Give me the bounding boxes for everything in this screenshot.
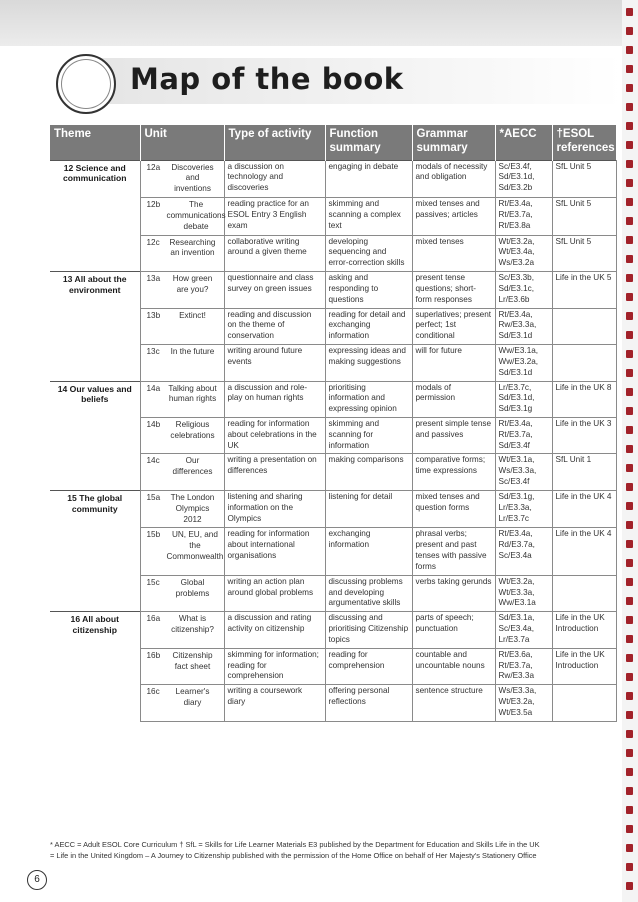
spine-mark [626,350,633,358]
title-circle-icon [56,54,116,114]
unit-title: The London Olympics 2012 [170,492,215,524]
table-row [50,612,616,648]
spine-mark [626,787,633,795]
unit-code: 14b [146,419,161,429]
theme-cell: 16 All about citizenship [50,612,140,648]
table-header-row [50,125,616,160]
function-cell: exchanging information [325,528,412,575]
theme-cell-empty [50,235,140,271]
table-row [50,528,616,575]
top-band [0,0,622,46]
activity-cell: reading for information about celebrations in the UK [224,417,325,453]
table-row [50,454,616,490]
activity-cell: collaborative writing around a given theme [224,235,325,271]
function-cell: engaging in debate [325,160,412,197]
function-cell: reading for detail and exchanging information [325,308,412,344]
unit-title: What is citizenship? [171,614,214,635]
spine-mark [626,179,633,187]
aecc-cell: Sc/E3.4f, Sd/E3.1d, Sd/E3.2b [495,160,552,197]
theme-cell: 14 Our values and beliefs [50,381,140,417]
footnote-line-1: * AECC = Adult ESOL Core Curriculum † SfL = Skills for Life Learner Materials E3 published by the Department for Education and Skills Life in the UK [50,840,540,849]
spine-mark [626,274,633,282]
unit-code: 16a [146,614,161,624]
spine-mark [626,407,633,415]
esol-cell [552,685,616,721]
spine-mark [626,654,633,662]
spine-mark [626,84,633,92]
activity-cell: skimming for information; reading for comprehension [224,648,325,684]
unit-title: Religious celebrations [170,419,215,440]
esol-cell: SfL Unit 5 [552,198,616,235]
aecc-cell: Sc/E3.3b, Sd/E3.1c, Lr/E3.6b [495,272,552,308]
activity-cell: reading practice for an ESOL Entry 3 English exam [224,198,325,235]
unit-title: The communications debate [166,200,226,231]
unit-cell [140,345,224,381]
unit-title: Global problems [175,577,210,598]
esol-cell: Life in the UK Introduction [552,612,616,648]
esol-cell: Life in the UK 5 [552,272,616,308]
spine-mark [626,236,633,244]
function-cell: making comparisons [325,454,412,490]
activity-cell: a discussion and role-play on human rights [224,381,325,417]
unit-title: In the future [170,347,215,357]
unit-cell [140,648,224,684]
page-number: 6 [27,870,47,890]
esol-cell: Life in the UK 3 [552,417,616,453]
unit-title: Discoveries and inventions [171,162,214,194]
aecc-cell: Rt/E3.4a, Rt/E3.7a, Sd/E3.4f [495,417,552,453]
table-row [50,308,616,344]
esol-cell: Life in the UK 4 [552,528,616,575]
spine-mark [626,711,633,719]
esol-cell: Life in the UK 8 [552,381,616,417]
spine-mark [626,692,633,700]
grammar-cell: present tense questions; short-form responses [412,272,495,308]
esol-cell [552,575,616,611]
grammar-cell: verbs taking gerunds [412,575,495,611]
spine-mark [626,445,633,453]
unit-cell [140,612,224,648]
esol-cell: SfL Unit 5 [552,160,616,197]
unit-cell [140,381,224,417]
activity-cell: writing a presentation on differences [224,454,325,490]
unit-title: Researching an invention [169,237,216,258]
unit-cell [140,575,224,611]
activity-cell: reading for information about international organisations [224,528,325,575]
esol-cell: Life in the UK Introduction [552,648,616,684]
unit-title: Our differences [172,456,213,477]
spine-mark [626,521,633,529]
page-title: Map of the book [130,62,404,96]
unit-code: 16b [146,650,161,660]
footnote-line-2: = Life in the United Kingdom – A Journey to Citizenship published with the permission of the Home Office on behalf of Her Majesty's Stationery Office [50,851,537,861]
aecc-cell: Wt/E3.2a, Wt/E3.3a, Ww/E3.1a [495,575,552,611]
column-header: †ESOL references [552,125,616,160]
aecc-cell: Sd/E3.1a, Sc/E3.4a, Lr/E3.7a [495,612,552,648]
activity-cell: a discussion and rating activity on citizenship [224,612,325,648]
spine-mark [626,863,633,871]
unit-title: Extinct! [179,310,206,320]
spine-mark [626,540,633,548]
esol-cell [552,308,616,344]
grammar-cell: modals of necessity and obligation [412,160,495,197]
theme-cell: 12 Science and communication [50,160,140,197]
spine-mark [626,331,633,339]
unit-code: 16c [146,687,160,697]
spine-mark [626,825,633,833]
grammar-cell: will for future [412,345,495,381]
grammar-cell: countable and uncountable nouns [412,648,495,684]
table-row [50,490,616,527]
spine-mark [626,597,633,605]
activity-cell: reading and discussion on the theme of conservation [224,308,325,344]
spine-mark [626,198,633,206]
spine-mark [626,122,633,130]
activity-cell: writing an action plan around global problems [224,575,325,611]
column-header: Unit [140,125,224,160]
esol-cell: Life in the UK 4 [552,490,616,527]
spine-mark [626,502,633,510]
theme-cell-empty [50,575,140,611]
spine-mark [626,65,633,73]
unit-code: 14c [146,456,160,466]
spine-mark [626,730,633,738]
function-cell: discussing and prioritising Citizenship topics [325,612,412,648]
activity-cell: questionnaire and class survey on green issues [224,272,325,308]
unit-cell [140,490,224,527]
grammar-cell: mixed tenses and question forms [412,490,495,527]
function-cell: discussing problems and developing argumentative skills [325,575,412,611]
grammar-cell: sentence structure [412,685,495,721]
aecc-cell: Rt/E3.4a, Rd/E3.7a, Sc/E3.4a [495,528,552,575]
unit-title: Citizenship fact sheet [172,650,213,671]
spine-mark [626,844,633,852]
unit-cell [140,272,224,308]
unit-code: 15b [146,530,161,540]
theme-cell-empty [50,308,140,344]
table-row [50,381,616,417]
grammar-cell: mixed tenses [412,235,495,271]
aecc-cell: Rt/E3.4a, Rt/E3.7a, Rt/E3.8a [495,198,552,235]
unit-code: 13a [146,274,161,284]
table-row [50,417,616,453]
unit-cell [140,308,224,344]
table-row [50,160,616,197]
table-row [50,198,616,235]
column-header: Type of activity [224,125,325,160]
aecc-cell: Lr/E3.7c, Sd/E3.1d, Sd/E3.1g [495,381,552,417]
unit-code: 12a [146,162,161,172]
grammar-cell: comparative forms; time expressions [412,454,495,490]
grammar-cell: mixed tenses and passives; articles [412,198,495,235]
unit-title: How green are you? [172,274,213,294]
function-cell: reading for comprehension [325,648,412,684]
spine-mark [626,768,633,776]
binding-spine [622,0,638,902]
function-cell: offering personal reflections [325,685,412,721]
spine-mark [626,388,633,396]
aecc-cell: Ww/E3.1a, Ww/E3.2a, Sd/E3.1d [495,345,552,381]
unit-cell [140,160,224,197]
theme-cell-empty [50,198,140,235]
spine-mark [626,578,633,586]
unit-cell [140,235,224,271]
function-cell: asking and responding to questions [325,272,412,308]
spine-mark [626,46,633,54]
unit-title: UN, EU, and the Commonwealth [166,530,224,562]
unit-cell [140,685,224,721]
spine-mark [626,27,633,35]
activity-cell: listening and sharing information on the Olympics [224,490,325,527]
function-cell: prioritising information and expressing opinion [325,381,412,417]
column-header: Grammar summary [412,125,495,160]
spine-mark [626,464,633,472]
spine-mark [626,312,633,320]
spine-mark [626,8,633,16]
spine-mark [626,635,633,643]
theme-cell-empty [50,345,140,381]
spine-mark [626,141,633,149]
table-row [50,235,616,271]
function-cell: expressing ideas and making suggestions [325,345,412,381]
esol-cell: SfL Unit 1 [552,454,616,490]
spine-mark [626,483,633,491]
column-header: Function summary [325,125,412,160]
map-table [50,125,617,722]
unit-cell [140,528,224,575]
function-cell: skimming and scanning for information [325,417,412,453]
esol-cell: SfL Unit 5 [552,235,616,271]
function-cell: skimming and scanning a complex text [325,198,412,235]
theme-cell-empty [50,417,140,453]
table-row [50,685,616,721]
theme-cell: 15 The global community [50,490,140,527]
aecc-cell: Sd/E3.1g, Lr/E3.3a, Lr/E3.7c [495,490,552,527]
spine-mark [626,882,633,890]
spine-mark [626,749,633,757]
aecc-cell: Ws/E3.3a, Wt/E3.2a, Wt/E3.5a [495,685,552,721]
grammar-cell: phrasal verbs; present and past tenses with passive forms [412,528,495,575]
spine-mark [626,369,633,377]
table-row [50,648,616,684]
unit-code: 15a [146,492,161,502]
aecc-cell: Rt/E3.4a, Rw/E3.3a, Sd/E3.1d [495,308,552,344]
grammar-cell: modals of permission [412,381,495,417]
unit-cell [140,454,224,490]
spine-mark [626,806,633,814]
theme-cell-empty [50,528,140,575]
spine-mark [626,103,633,111]
spine-mark [626,217,633,225]
spine-mark [626,559,633,567]
unit-code: 12b [146,200,161,210]
unit-code: 15c [146,577,160,587]
unit-cell [140,198,224,235]
function-cell: developing sequencing and error-correction skills [325,235,412,271]
activity-cell: a discussion on technology and discoveries [224,160,325,197]
unit-code: 12c [146,237,160,247]
spine-mark [626,673,633,681]
unit-code: 13b [146,310,161,320]
activity-cell: writing a coursework diary [224,685,325,721]
column-header: Theme [50,125,140,160]
aecc-cell: Wt/E3.1a, Ws/E3.3a, Sc/E3.4f [495,454,552,490]
theme-cell-empty [50,685,140,721]
spine-mark [626,160,633,168]
footnote [50,839,618,861]
theme-cell: 13 All about the environment [50,272,140,308]
spine-mark [626,255,633,263]
theme-cell-empty [50,648,140,684]
unit-title: Learner's diary [175,687,210,708]
theme-cell-empty [50,454,140,490]
esol-cell [552,345,616,381]
spine-mark [626,616,633,624]
unit-code: 13c [146,347,160,357]
unit-code: 14a [146,383,161,393]
table-row [50,272,616,308]
unit-cell [140,417,224,453]
aecc-cell: Rt/E3.6a, Rt/E3.7a, Rw/E3.3a [495,648,552,684]
grammar-cell: superlatives; present perfect; 1st conditional [412,308,495,344]
grammar-cell: present simple tense and passives [412,417,495,453]
spine-mark [626,426,633,434]
unit-title: Talking about human rights [168,383,217,404]
function-cell: listening for detail [325,490,412,527]
aecc-cell: Wt/E3.2a, Wt/E3.4a, Ws/E3.2a [495,235,552,271]
grammar-cell: parts of speech; punctuation [412,612,495,648]
table-row [50,575,616,611]
spine-mark [626,293,633,301]
column-header: *AECC [495,125,552,160]
table-row [50,345,616,381]
activity-cell: writing around future events [224,345,325,381]
